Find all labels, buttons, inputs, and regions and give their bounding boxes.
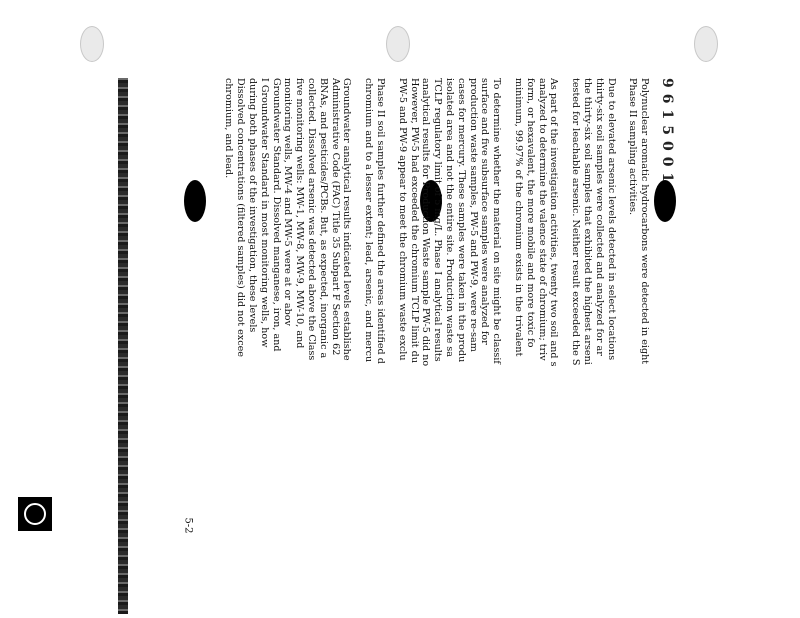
paragraph: Due to elevated arsenic levels detected in select locations thirty-six soil samples were collected and analyzed for ar the thirty-six soil samples that exhibited the highest arseni tested for leachable arsenic. Neither result exceeded the S bbox=[570, 78, 617, 366]
paragraph: To determine whether the material on site might be classif surface and five subsurface samples were analyzed for production waste samples, PW-5 and PW-9, were re-sam cases for mercury. These samples were taken in the produ isolated area and not the entire site. Production waste sa TCLP regulatory limit of 5 mg/L. Phase I analytical results analytical results for Production Waste sample PW-5 did no However, PW-5 had exceeded the chromium TCLP limit du PW-5 and PW-9 appear to meet the chromium waste exclu bbox=[396, 78, 503, 367]
punch-hole bbox=[80, 26, 104, 62]
document-header-code: 9615001 bbox=[659, 78, 675, 189]
paragraph: Groundwater analytical results indicated levels establishe Administrative Code (FAC) Title 35 Subpart F Section 62 BNAs, and pesticides/PCBs. But, as expected, inorganic a collected. Dissolved arsenic was detected above the Class five monitoring wells: MW-1, MW-8, MW-9, MW-10, and monitoring wells, MW-4 and MW-5 were at or abov Groundwater Standard. Dissolved manganese, iron, and I Groundwater Standard in most monitoring wells, how during both phases of the investigation, these levels Dissolved concentrations (filtered samples) did not excee chromium, and lead. bbox=[223, 78, 353, 361]
paragraph: Polynuclear aromatic hydrocarbons were detected in eight Phase II sampling activities. bbox=[627, 78, 651, 365]
paragraph: As part of the investigation activities, twenty two soil and s analyzed to determine the valence state of chromium; triv form, or hexavalent, the more mobile and more toxic fo minimum, 99.97% of the chromium exists in the trivalent bbox=[513, 78, 560, 367]
document-text bbox=[212, 78, 675, 614]
registration-mark-icon bbox=[18, 497, 52, 531]
binder-dot bbox=[184, 180, 206, 222]
paragraph: Phase II soil samples further defined the areas identified d chromium and to a lesser extent; lead, arsenic, and mercu bbox=[363, 78, 387, 364]
page-edge bbox=[118, 78, 128, 614]
punch-hole bbox=[386, 26, 410, 62]
page-number: 5-2 bbox=[182, 517, 194, 534]
punch-hole bbox=[694, 26, 718, 62]
